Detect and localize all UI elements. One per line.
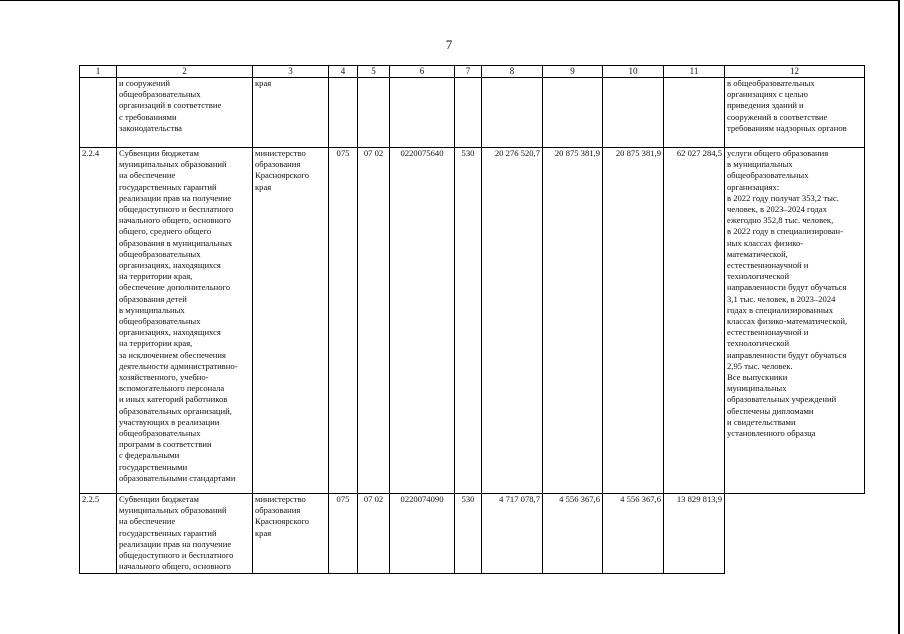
cell-text-line: вспомогательного персонала (119, 383, 225, 394)
cell-text-line: общеобразовательных (119, 248, 201, 259)
page-number: 7 (445, 37, 453, 52)
cell-text-line: деятельности административно- (119, 360, 238, 371)
cell-text-line: услуги общего образования (727, 148, 829, 158)
cell-num: 2.2.5 (80, 494, 117, 574)
cell-name (117, 78, 253, 148)
cell-text-line: естественнонаучной и (727, 260, 809, 271)
cell-text-line: министерство (255, 494, 306, 504)
page-frame-top (0, 0, 898, 1)
cell-total (664, 78, 725, 148)
cell-y2023: 20 875 381,9 (543, 148, 603, 494)
cell-text-line: начального общего, основного (119, 215, 231, 226)
table-row-continuation (80, 78, 865, 148)
cell-name (117, 494, 253, 574)
cell-text-line: математической, (727, 248, 788, 259)
cell-text-line: Красноярского (255, 516, 310, 527)
cell-text-line: реализации прав на получение (119, 192, 232, 203)
cell-text-line: и сооружений (119, 78, 170, 88)
cell-text-line: муниципальных (727, 383, 787, 394)
cell-text-line: с требованиями (119, 111, 177, 122)
cell-vr: 530 (455, 494, 482, 574)
cell-text-line: края (255, 527, 272, 538)
cell-text-line: естественнонаучной и (727, 327, 809, 338)
cell-agency (253, 78, 329, 148)
cell-text-line: организациях, находящихся (119, 327, 221, 338)
cell-text-line: на территории края, (119, 338, 193, 349)
column-header: 12 (725, 66, 865, 78)
cell-y2024: 4 556 367,6 (603, 494, 664, 574)
budget-table (79, 65, 865, 574)
cell-text-line: классах физико-математической, (727, 316, 848, 327)
cell-y2022: 4 717 078,7 (482, 494, 543, 574)
table-row (80, 494, 865, 574)
cell-y2023 (543, 78, 603, 148)
column-header: 9 (543, 66, 603, 78)
cell-result (725, 494, 865, 574)
cell-text-line: организациях с целью (727, 89, 808, 100)
cell-text-line: участвующих в реализации (119, 416, 220, 427)
cell-text-line: общедоступного и бесплатного (119, 204, 234, 215)
cell-text-line: начального общего, основного (119, 561, 231, 572)
cell-text-line: в муниципальных (119, 304, 185, 315)
table-row (80, 148, 865, 494)
cell-text-line: реализации прав на получение (119, 538, 232, 549)
cell-text-line: и свидетельствами (727, 416, 796, 427)
cell-name (117, 148, 253, 494)
cell-result (725, 148, 865, 494)
cell-text-line: министерство (255, 148, 306, 158)
column-header: 10 (603, 66, 664, 78)
table-header-row (80, 66, 865, 78)
cell-rzpr: 07 02 (358, 148, 390, 494)
cell-text-line: на территории края, (119, 271, 193, 282)
cell-y2022: 20 276 520,7 (482, 148, 543, 494)
cell-text-line: образования (255, 159, 301, 170)
cell-num (80, 78, 117, 148)
cell-text-line: установленного образца (727, 428, 816, 439)
cell-text-line: Все выпускники (727, 372, 788, 383)
cell-text-line: обеспечены дипломами (727, 405, 814, 416)
cell-text-line: общеобразовательных (119, 89, 201, 100)
cell-agency (253, 148, 329, 494)
cell-text-line: края (255, 181, 272, 192)
cell-y2024: 20 875 381,9 (603, 148, 664, 494)
cell-text-line: технологической (727, 271, 790, 282)
cell-text-line: 2,95 тыс. человек. (727, 360, 793, 371)
cell-text-line: в 2022 году получат 353,2 тыс. (727, 192, 839, 203)
cell-text-line: государственных гарантий (119, 181, 217, 192)
cell-text-line: общеобразовательных (119, 316, 201, 327)
cell-rzpr: 07 02 (358, 494, 390, 574)
cell-text-line: на обеспечение (119, 170, 176, 181)
cell-text-line: 3,1 тыс. человек, в 2023–2024 (727, 293, 836, 304)
cell-text-line: образования в муниципальных (119, 237, 233, 248)
cell-text-line: образования (255, 505, 301, 516)
cell-text-line: общеобразовательных (727, 170, 809, 181)
cell-text-line: законодательства (119, 122, 182, 133)
cell-text-line: государственных гарантий (119, 527, 217, 538)
cell-vr (455, 78, 482, 148)
cell-text-line: общеобразовательных (119, 428, 201, 439)
cell-vr: 530 (455, 148, 482, 494)
column-header: 7 (455, 66, 482, 78)
cell-text-line: в муниципальных (727, 159, 793, 170)
cell-text-line: приведения зданий и (727, 100, 804, 111)
cell-text-line: ежегодно 352,8 тыс. человек, (727, 215, 834, 226)
cell-total: 62 027 284,5 (664, 148, 725, 494)
cell-grbs (329, 78, 358, 148)
cell-text-line: в 2022 году в специализирован- (727, 226, 843, 237)
cell-text-line: Субвенции бюджетам (119, 494, 199, 504)
cell-text-line: края (255, 78, 272, 88)
cell-text-line: организациях, находящихся (119, 260, 221, 271)
cell-text-line: и иных категорий работников (119, 394, 228, 405)
page-frame-right (898, 0, 900, 634)
cell-num: 2.2.4 (80, 148, 117, 494)
cell-text-line: сооружений в соответствие (727, 111, 828, 122)
cell-grbs: 075 (329, 148, 358, 494)
cell-text-line: направленности будут обучаться (727, 282, 847, 293)
cell-text-line: человек, в 2023–2024 годах (727, 204, 827, 215)
cell-text-line: общего, среднего общего (119, 226, 212, 237)
cell-text-line: в общеобразовательных (727, 78, 815, 88)
cell-text-line: общедоступного и бесплатного (119, 550, 234, 561)
column-header: 6 (390, 66, 455, 78)
cell-text-line: образовательными стандартами (119, 472, 236, 483)
cell-text-line: Красноярского (255, 170, 310, 181)
column-header: 8 (482, 66, 543, 78)
cell-csr (390, 78, 455, 148)
cell-text-line: за исключением обеспечения (119, 349, 226, 360)
cell-text-line: годах в специализированных (727, 304, 834, 315)
cell-text-line: образовательных организаций, (119, 405, 232, 416)
cell-csr: 0220074090 (390, 494, 455, 574)
cell-text-line: требованиям надзорных органов (727, 122, 847, 133)
cell-text-line: Субвенции бюджетам (119, 148, 199, 158)
cell-text-line: муниципальных образований (119, 159, 227, 170)
cell-total: 13 829 813,9 (664, 494, 725, 574)
cell-rzpr (358, 78, 390, 148)
cell-text-line: государственными (119, 461, 188, 472)
cell-agency (253, 494, 329, 574)
column-header: 3 (253, 66, 329, 78)
cell-text-line: обеспечение дополнительного (119, 282, 231, 293)
column-header: 4 (329, 66, 358, 78)
cell-text-line: технологической (727, 338, 790, 349)
cell-text-line: на обеспечение (119, 516, 176, 527)
cell-result (725, 78, 865, 148)
cell-text-line: хозяйственного, учебно- (119, 372, 209, 383)
cell-text-line: организаций в соответствие (119, 100, 222, 111)
column-header: 2 (117, 66, 253, 78)
cell-text-line: образования детей (119, 293, 187, 304)
cell-text-line: программ в соответствии (119, 439, 212, 450)
cell-csr: 0220075640 (390, 148, 455, 494)
cell-y2023: 4 556 367,6 (543, 494, 603, 574)
cell-text-line: с федеральными (119, 450, 180, 461)
column-header: 1 (80, 66, 117, 78)
column-header: 5 (358, 66, 390, 78)
cell-grbs: 075 (329, 494, 358, 574)
column-header: 11 (664, 66, 725, 78)
cell-y2022 (482, 78, 543, 148)
cell-text-line: образовательных учреждений (727, 394, 837, 405)
cell-text-line: ных классах физико- (727, 237, 804, 248)
cell-y2024 (603, 78, 664, 148)
cell-text-line: направленности будут обучаться (727, 349, 847, 360)
cell-text-line: организациях: (727, 181, 780, 192)
cell-text-line: муниципальных образований (119, 505, 227, 516)
